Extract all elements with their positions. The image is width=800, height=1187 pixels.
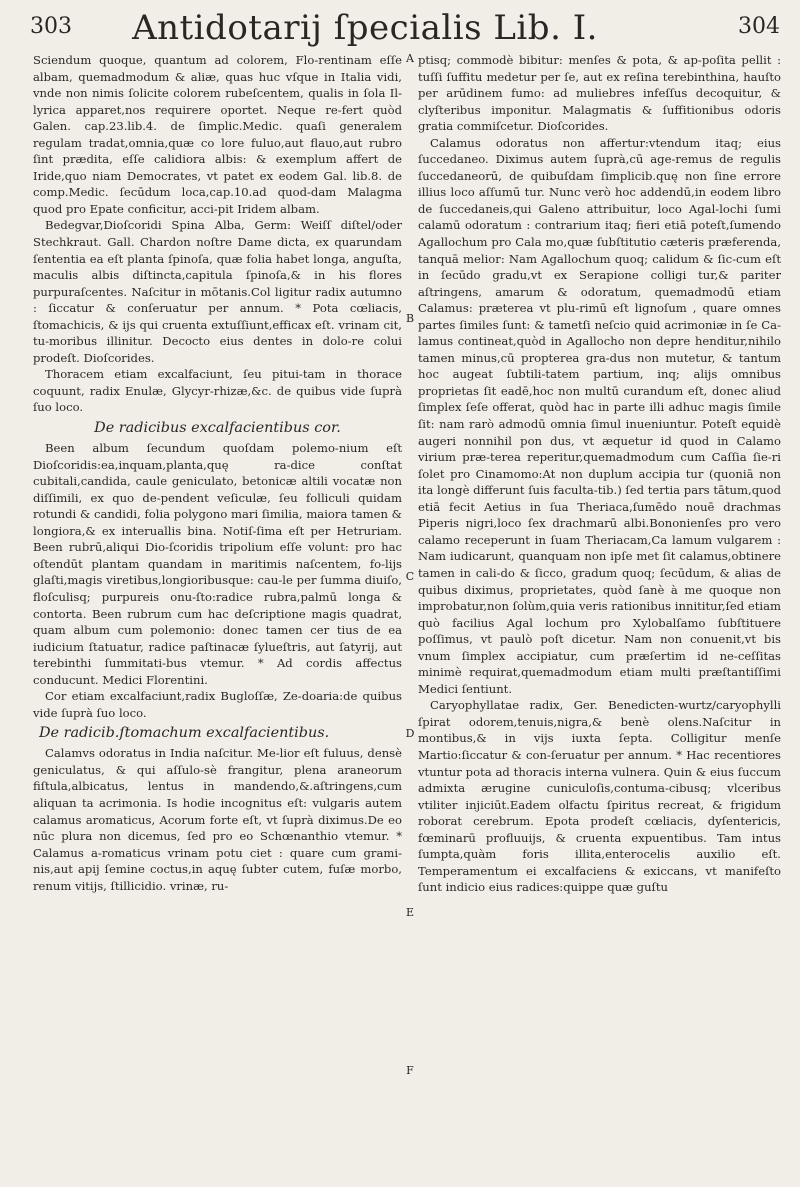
margin-letter-f: F xyxy=(406,1064,414,1077)
left-page-number: 303 xyxy=(30,14,72,39)
paragraph-calamus-succedaneum: Calamus odoratus non affertur:vtendum itaq; eius ſuccedaneo. Diximus autem ſuprà,cū age-remus de regulis ſuccedaneorū, de quibuſdam ſimplicib.quę non ſine errore illius loco aſſumū tur. Nunc verò hoc addendū,in eodem libro de ſuccedaneis,qui Galeno attribuitur, loco Agal-lochi ſumi calamū odoratum : contrarium itaq; fieri etiā poteſt,ſumendo Agallochum pro Cala mo,quæ ſubſtitutio cæteris præferenda, tanquā melior: Nam Agallochum quoq; calidum & ſic-cum eſt in ſecūdo gradu,vt ex Serapione colligi tur,& pariter aſtringens, amarum & odoratum, quemadmodū etiam Calamus: præterea vt plu-rimū eſt lignoſum , quare omnes partes ſimiles ſunt: & tametſi neſcio quid acrimoniæ in ſe Ca-lamus contineat,quòd in Agallocho non depre henditur,nihilo tamen minus,cū propterea gra-dus non mutetur, & tantum hoc augeat ſubtili-tatem partium, inq; alijs omnibus proprietas ſit eadē,hoc non multū curandum eſt, donec aliud ſimplex ſeſe offerat, quòd hac in parte illi adhuc magis ſimile ſit: nam rarò admodū omnia ſimul inueniuntur. Poteſt equidè augeri nonnihil pon dus, vt æquetur id quod in Calamo virium præ-terea reperitur,quemadmodum cum Caſſia ſie-ri ſolet pro Cinamomo:At non duplum accipia tur (quoniā non ita longè differunt ſuis faculta-tib.) ſed tertia pars tātum,quod etiā fecit Aetius in ſua Theriaca,ſumēdo nouē drachmas Piperis nigri,loco ſex drachmarū albi.Bononienſes pro vero calamo receperunt in ſuam Theriacam,Ca lamum vulgarem : Nam iudicarunt, quanquam non ipſe met ſit calamus,obtinere tamen in cali-do & ſicco, gradum quoq; ſecūdum, & alias de quibus diximus, proprietates, quòd ſanè à me quoque non improbatur,non ſolùm,quia veris rationibus innititur,ſed etiam quò facilius Agal lochum pro Xylobalſamo ſubſtituere poſſimus, vt paulò poſt dicetur. Nam non conuenit,vt bis vnum ſimplex accipiatur, cum præſertim id ne-ceſſitas minimè requirat,quemadmodum etiam multi præſtantiſſimi Medici ſentiunt. xyxy=(418,135,781,696)
margin-letter-a: A xyxy=(406,52,414,65)
right-column xyxy=(418,52,781,896)
paragraph-caryophyllata: Caryophyllatae radix, Ger. Benedicten-wurtz/caryophylli ſpirat odorem,tenuis,nigra,& benè olens.Naſcitur in montibus,& in vijs iuxta ſepta. Colligitur menſe Martio:ſiccatur & con-ſeruatur per annum. * Hac recentiores vtuntur pota ad thoracis interna vulnera. Quin & eius ſuccum admixta ærugine cuniculoſis,contuma-cibusq; vlceribus vtiliter injiciūt.Eadem olfactu ſpiritus recreat, & frigidum roborat cerebrum. Epota prodeſt cœliacis, dyſentericis, fœminarū profluuijs, & cruenta expuentibus. Tam intus ſumpta,quàm foris illita,enterocelis auxilio eſt. Temperamentum ei excalfaciens & exiccans, vt manifeſto ſunt indicio eius radices:quippe quæ guſtu xyxy=(418,698,781,895)
paragraph-bedegvar: Bedegvar,Dioſcoridi Spina Alba, Germ: Weiſſ diſtel/oder Stechkraut. Gall. Chardon noſtre Dame dicta, ex quarundam ſententia ea eſt planta ſpinoſa, quæ folia habet longa, anguſta, maculis albis diſtincta,capitula ſpinoſa,& in his flores purpuraſcentes. Naſcitur in mōtanis.Col ligitur radix autumno : ſiccatur & conſeruatur per annum. * Pota cœliacis, ſtomachicis, & ijs qui cruenta extuſſiunt,efficax eſt. vrinam cit, tu-moribus illinitur. Decocto eius dentes in dolo-re colui prodeſt. Dioſcorides. xyxy=(33,218,402,365)
margin-letter-c: C xyxy=(405,570,415,583)
margin-letter-e: E xyxy=(405,906,415,919)
section-heading-stomachum: De radicib.ſtomachum excalfacientibus. xyxy=(39,725,330,742)
running-title: Antidotarij ſpecialis Lib. I. xyxy=(132,8,598,48)
running-header xyxy=(30,10,780,52)
left-column xyxy=(33,52,402,894)
paragraph-florentine-iris: Sciendum quoque, quantum ad colorem, Flo-rentinam eſſe albam, quemadmodum & aliæ, quas huc vſque in Italia vidi, vnde non nimis ſolicite colorem rubeſcentem, qualis in ſola Il-lyrica apparet,nos requirere oportet. Neque re-fert quòd Galen. cap.23.lib.4. de ſimplic.Medic. quaſi generalem regulam tradat,omnia,quæ co lore fuluo,aut flauo,aut rubro ſint prædita, eſſe calidiora albis: & exemplum affert de Iride,quo niam Democrates, vt patet ex eodem Gal. lib.8. de comp.Medic. ſecūdum loca,cap.10.ad quod-dam Malagma quod pro Epate conficitur, acci-pit Iridem albam. xyxy=(33,53,402,216)
right-page-number: 304 xyxy=(738,14,780,39)
margin-letter-d: D xyxy=(405,727,415,740)
paragraph-cor: Cor etiam excalfaciunt,radix Bugloſſæ, Ze-doaria:de quibus vide ſuprà ſuo loco. xyxy=(33,689,402,720)
paragraph-been: Been album ſecundum quoſdam polemo-nium eſt Dioſcoridis:ea,inquam,planta,quę ra-dice conſtat cubitali,candida, caule geniculato, betonicæ altili vocatæ non diſſimili, ex quo de-pendent veſiculæ, ſeu folliculi quidam rotundi & candidi, folia polygono mari ſimilia, maiora tamen & longiora,& ex interuallis bina. Notiſ-ſima eſt per Hetruriam. Been rubrū,aliqui Dio-ſcoridis tripolium eſſe volunt: pro hac oſtendūt plantam quandam in maritimis naſcentem, fo-lijs glaſti,magis viretibus,longioribusque: cau-le per ſumma diuiſo, floſculisq; purpureis onu-ſto:radice rubra,palmū longa & contorta. Been rubrum cum hac deſcriptione magis quadrat, quam album cum polemonio: donec tamen cer tius de ea iudicium ſtatuatur, radice paſtinacæ ſylueſtris, aut ſatyrij, aut terebinthi ſummitati-bus vtemur. * Ad cordis affectus conducunt. Medici Florentini. xyxy=(33,441,402,687)
section-heading-cor: De radicibus excalfacientibus cor. xyxy=(94,420,341,437)
margin-letter-b: B xyxy=(405,312,415,325)
paragraph-calamus: Calamvs odoratus in India naſcitur. Me-lior eſt fuluus, densè geniculatus, & qui aſſulo-sè frangitur, plena araneorum fiſtula,albicatus, lentus in mandendo,&.aſtringens,cum aliquan ta acrimonia. Is hodie incognitus eſt: vulgaris autem calamus aromaticus, Acorum forte eſt, vt ſuprà diximus.De eo nūc plura non dicemus, ſed pro eo Schœnanthio vtemur. * Calamus a-romaticus vrinam potu ciet : quare cum grami-nis,aut apij ſemine coctus,in aquę ſubter cutem, fuſæ morbo, renum vitijs, ſtillicidio. vrinæ, ru- xyxy=(33,746,402,893)
paragraph-thorax: Thoracem etiam excalfaciunt, ſeu pitui-tam in thorace coquunt, radix Enulæ, Glycyr-rhizæ,&c. de quibus vide ſuprà ſuo loco. xyxy=(33,367,402,415)
paragraph-calamus-continued: ptisq; commodè bibitur: menſes & pota, & ap-poſita pellit : tuſſi ſuffitu medetur per ſe, aut ex reſina terebinthina, hauſto per arūdinem fumo: ad muliebres infeſſus decoquitur, & clyſteribus imponitur. Malagmatis & ſuffitionibus odoris gratia commiſcetur. Dioſcorides. xyxy=(418,53,781,134)
